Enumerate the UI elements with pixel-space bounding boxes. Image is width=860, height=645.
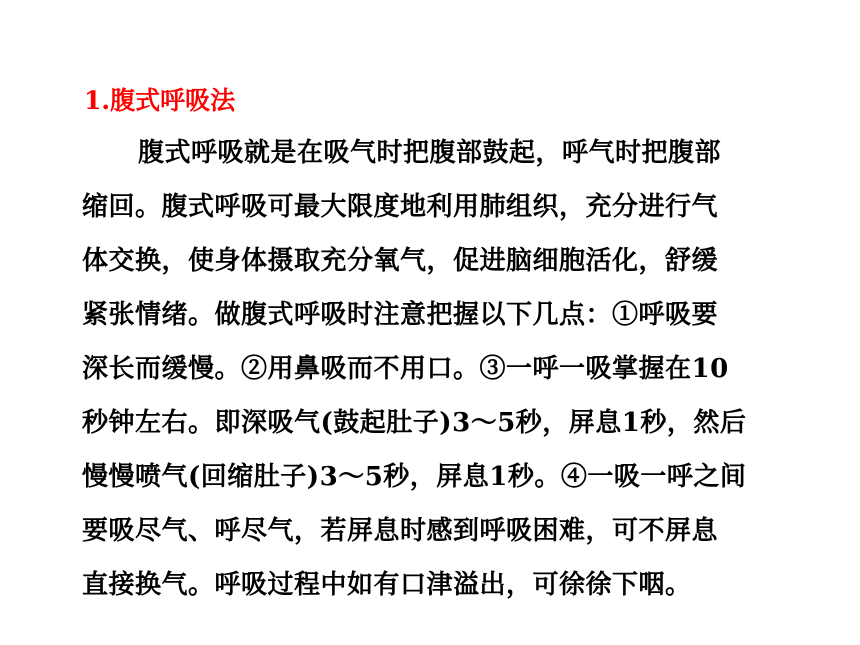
paragraph-line: 深长而缓慢。②用鼻吸而不用口。③一呼一吸掌握在10 [82,354,729,384]
paragraph-line: 秒钟左右。即深吸气(鼓起肚子)3～5秒，屏息1秒，然后 [82,408,747,438]
paragraph-line: 慢慢喷气(回缩肚子)3～5秒，屏息1秒。④一吸一呼之间 [82,462,747,492]
paragraph-line: 要吸尽气、呼尽气，若屏息时感到呼吸困难，可不屏息 [82,516,719,546]
paragraph-line: 缩回。腹式呼吸可最大限度地利用肺组织，充分进行气 [82,192,719,222]
paragraph-line: 体交换，使身体摄取充分氧气，促进脑细胞活化，舒缓 [82,246,719,276]
section-heading: 1.腹式呼吸法 [84,86,236,115]
paragraph-line: 直接换气。呼吸过程中如有口津溢出，可徐徐下咽。 [82,570,692,600]
body-paragraph [82,126,782,612]
paragraph-line: 紧张情绪。做腹式呼吸时注意把握以下几点：①呼吸要 [82,300,719,330]
paragraph-line: 腹式呼吸就是在吸气时把腹部鼓起，呼气时把腹部 [138,138,722,168]
